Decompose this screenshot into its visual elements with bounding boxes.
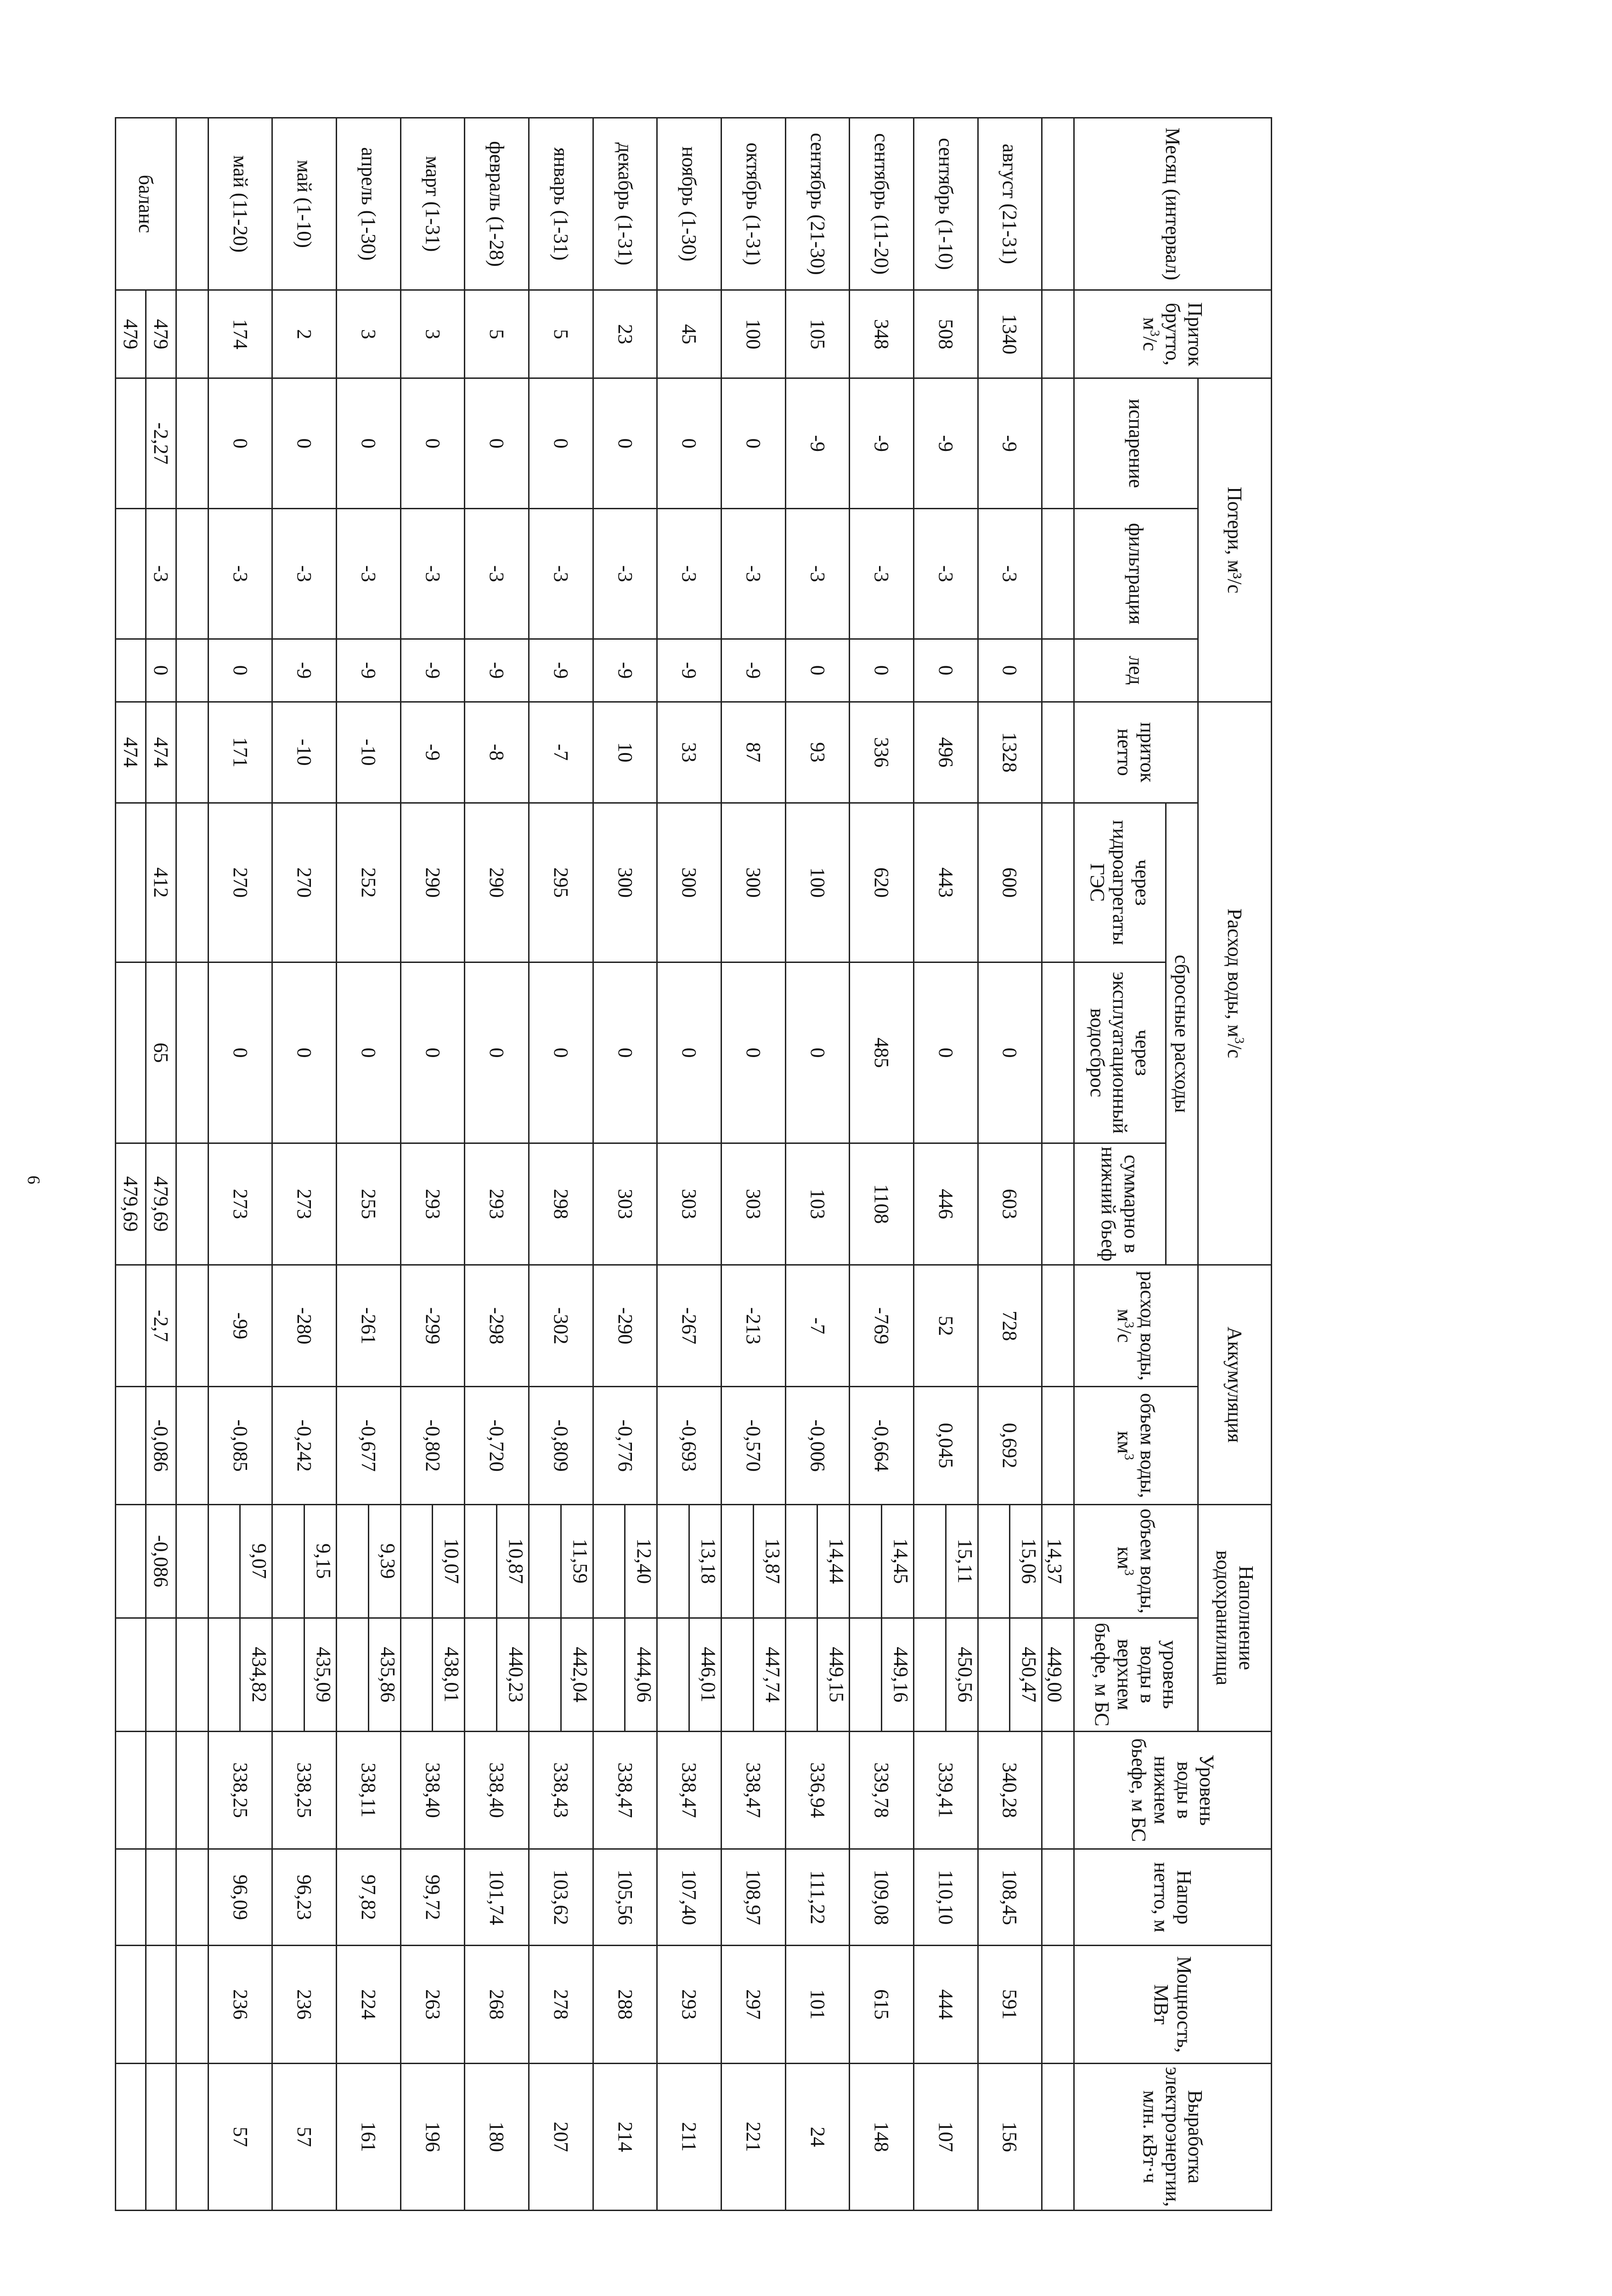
cell-head: 108,97 bbox=[721, 1849, 785, 1945]
cell-inflow-net: -9 bbox=[400, 702, 465, 803]
cell-downstream-level: 338,47 bbox=[593, 1731, 657, 1849]
header-evaporation: испарение bbox=[1074, 378, 1198, 509]
cell-power: 278 bbox=[529, 1946, 593, 2063]
cell-spillway: 0 bbox=[593, 962, 657, 1143]
cell-spillway: 0 bbox=[400, 962, 465, 1143]
cell-units: 100 bbox=[785, 803, 850, 962]
cell-upstream-level: 444,06 bbox=[625, 1618, 657, 1731]
cell-month: ноябрь (1-30) bbox=[657, 118, 721, 290]
cell-fill-volume: 11,59 bbox=[561, 1504, 593, 1618]
cell-month: сентябрь (11-20) bbox=[850, 118, 914, 290]
cell-inflow-gross: 1340 bbox=[978, 290, 1042, 378]
cell-spillway: 0 bbox=[465, 962, 529, 1143]
cell-acc-flow: -99 bbox=[208, 1265, 272, 1387]
cell-inflow-gross: 45 bbox=[657, 290, 721, 378]
cell-inflow-net: 171 bbox=[208, 702, 272, 803]
cell-head: 109,08 bbox=[850, 1849, 914, 1945]
cell-units: 443 bbox=[913, 803, 978, 962]
cell-acc-flow: 728 bbox=[978, 1265, 1042, 1387]
cell-ice: -9 bbox=[465, 639, 529, 702]
cell-ice: 0 bbox=[785, 639, 850, 702]
cell-inflow-gross: 5 bbox=[465, 290, 529, 378]
cell-head: 105,56 bbox=[593, 1849, 657, 1945]
cell-fill-volume: 9,07 bbox=[240, 1504, 272, 1618]
cell-acc-volume: 0,045 bbox=[913, 1387, 978, 1504]
cell-spillway: 0 bbox=[785, 962, 850, 1143]
cell-upstream-level: 449,16 bbox=[882, 1618, 914, 1731]
table-row bbox=[240, 118, 272, 2211]
cell-acc-volume: 0,692 bbox=[978, 1387, 1042, 1504]
cell-upstream-level: 435,09 bbox=[304, 1618, 337, 1731]
table-row bbox=[817, 118, 850, 2211]
balance-units: 412 bbox=[146, 803, 176, 962]
cell-evaporation: -9 bbox=[978, 378, 1042, 509]
cell-units: 600 bbox=[978, 803, 1042, 962]
cell-filtration: -3 bbox=[785, 509, 850, 639]
cell-month: январь (1-31) bbox=[529, 118, 593, 290]
cell-fill-volume: 13,18 bbox=[689, 1504, 721, 1618]
initial-row bbox=[1042, 118, 1074, 2211]
balance-inflow-net-2: 474 bbox=[116, 702, 146, 803]
header-acc-flow: расход воды, $м^3/с$ bbox=[1074, 1265, 1198, 1387]
cell-filtration: -3 bbox=[593, 509, 657, 639]
cell-downstream-level: 336,94 bbox=[785, 1731, 850, 1849]
cell-energy: 207 bbox=[529, 2063, 593, 2210]
cell-filtration: -3 bbox=[529, 509, 593, 639]
balance-inflow-net: 474 bbox=[146, 702, 176, 803]
cell-evaporation: 0 bbox=[208, 378, 272, 509]
balance-total: 479,69 bbox=[146, 1143, 176, 1265]
cell-evaporation: 0 bbox=[529, 378, 593, 509]
cell-total: 103 bbox=[785, 1143, 850, 1265]
cell-spillway: 0 bbox=[913, 962, 978, 1143]
cell-inflow-net: 87 bbox=[721, 702, 785, 803]
cell-head: 110,10 bbox=[913, 1849, 978, 1945]
cell-evaporation: 0 bbox=[593, 378, 657, 509]
cell-total: 303 bbox=[657, 1143, 721, 1265]
balance-ice: 0 bbox=[146, 639, 176, 702]
cell-downstream-level: 338,43 bbox=[529, 1731, 593, 1849]
cell-downstream-level: 338,47 bbox=[721, 1731, 785, 1849]
cell-upstream-level: 446,01 bbox=[689, 1618, 721, 1731]
cell-inflow-gross: 508 bbox=[913, 290, 978, 378]
cell-inflow-gross: 23 bbox=[593, 290, 657, 378]
balance-inflow-gross: 479 bbox=[146, 290, 176, 378]
cell-month: апрель (1-30) bbox=[336, 118, 400, 290]
cell-acc-volume: -0,776 bbox=[593, 1387, 657, 1504]
cell-spillway: 0 bbox=[657, 962, 721, 1143]
cell-downstream-level: 338,25 bbox=[208, 1731, 272, 1849]
cell-fill-volume: 14,44 bbox=[817, 1504, 850, 1618]
header-total-downstream: суммарно в нижний бьеф bbox=[1074, 1143, 1166, 1265]
cell-total: 1108 bbox=[850, 1143, 914, 1265]
cell-acc-volume: -0,720 bbox=[465, 1387, 529, 1504]
cell-filtration: -3 bbox=[657, 509, 721, 639]
cell-acc-volume: -0,664 bbox=[850, 1387, 914, 1504]
cell-evaporation: 0 bbox=[336, 378, 400, 509]
cell-acc-volume: -0,570 bbox=[721, 1387, 785, 1504]
header-head: Напор нетто, м bbox=[1074, 1849, 1272, 1945]
table-row bbox=[753, 118, 785, 2211]
cell-energy: 24 bbox=[785, 2063, 850, 2210]
cell-downstream-level: 338,25 bbox=[272, 1731, 337, 1849]
cell-acc-flow: -261 bbox=[336, 1265, 400, 1387]
header-through-spillway: через эксплуатационный водосброс bbox=[1074, 962, 1166, 1143]
cell-acc-volume: -0,006 bbox=[785, 1387, 850, 1504]
cell-power: 101 bbox=[785, 1946, 850, 2063]
cell-upstream-level: 438,01 bbox=[433, 1618, 465, 1731]
empty-row bbox=[176, 118, 208, 2211]
cell-upstream-level: 450,47 bbox=[1010, 1618, 1042, 1731]
cell-acc-flow: -213 bbox=[721, 1265, 785, 1387]
header-power: Мощность, МВт bbox=[1074, 1946, 1272, 2063]
cell-power: 224 bbox=[336, 1946, 400, 2063]
table-row bbox=[625, 118, 657, 2211]
cell-evaporation: -9 bbox=[850, 378, 914, 509]
cell-filtration: -3 bbox=[721, 509, 785, 639]
cell-filtration: -3 bbox=[400, 509, 465, 639]
balance-filtration: -3 bbox=[146, 509, 176, 639]
cell-fill-volume: 13,87 bbox=[753, 1504, 785, 1618]
cell-ice: 0 bbox=[913, 639, 978, 702]
balance-inflow-gross-2: 479 bbox=[116, 290, 146, 378]
cell-acc-volume: -0,693 bbox=[657, 1387, 721, 1504]
cell-energy: 180 bbox=[465, 2063, 529, 2210]
table-row bbox=[946, 118, 978, 2211]
cell-units: 290 bbox=[465, 803, 529, 962]
cell-ice: 0 bbox=[208, 639, 272, 702]
cell-evaporation: 0 bbox=[465, 378, 529, 509]
cell-power: 615 bbox=[850, 1946, 914, 2063]
cell-upstream-level: 434,82 bbox=[240, 1618, 272, 1731]
cell-head: 107,40 bbox=[657, 1849, 721, 1945]
balance-total-2: 479,69 bbox=[116, 1143, 146, 1265]
cell-head: 97,82 bbox=[336, 1849, 400, 1945]
cell-head: 96,09 bbox=[208, 1849, 272, 1945]
cell-filtration: -3 bbox=[913, 509, 978, 639]
cell-energy: 156 bbox=[978, 2063, 1042, 2210]
cell-head: 103,62 bbox=[529, 1849, 593, 1945]
cell-energy: 148 bbox=[850, 2063, 914, 2210]
cell-units: 270 bbox=[208, 803, 272, 962]
cell-acc-flow: -280 bbox=[272, 1265, 337, 1387]
cell-total: 273 bbox=[272, 1143, 337, 1265]
cell-acc-volume: -0,809 bbox=[529, 1387, 593, 1504]
cell-spillway: 485 bbox=[850, 962, 914, 1143]
cell-head: 108,45 bbox=[978, 1849, 1042, 1945]
header-filtration: фильтрация bbox=[1074, 509, 1198, 639]
cell-month: октябрь (1-31) bbox=[721, 118, 785, 290]
cell-total: 298 bbox=[529, 1143, 593, 1265]
cell-energy: 107 bbox=[913, 2063, 978, 2210]
cell-inflow-net: 10 bbox=[593, 702, 657, 803]
cell-units: 290 bbox=[400, 803, 465, 962]
cell-energy: 57 bbox=[208, 2063, 272, 2210]
table-wrapper bbox=[115, 117, 1272, 2211]
cell-head: 111,22 bbox=[785, 1849, 850, 1945]
cell-inflow-net: 336 bbox=[850, 702, 914, 803]
cell-head: 96,23 bbox=[272, 1849, 337, 1945]
cell-inflow-net: -10 bbox=[336, 702, 400, 803]
header-fill-volume: объем воды, $км^3$ bbox=[1074, 1504, 1198, 1618]
header-accumulation: Аккумуляция bbox=[1198, 1265, 1272, 1505]
table-row bbox=[561, 118, 593, 2211]
cell-total: 603 bbox=[978, 1143, 1042, 1265]
table-row bbox=[882, 118, 914, 2211]
cell-head: 101,74 bbox=[465, 1849, 529, 1945]
cell-power: 297 bbox=[721, 1946, 785, 2063]
cell-inflow-net: -8 bbox=[465, 702, 529, 803]
table-row bbox=[497, 118, 529, 2211]
cell-acc-volume: -0,242 bbox=[272, 1387, 337, 1504]
cell-spillway: 0 bbox=[529, 962, 593, 1143]
cell-inflow-gross: 105 bbox=[785, 290, 850, 378]
cell-evaporation: -9 bbox=[785, 378, 850, 509]
header-discharge: сбросные расходы bbox=[1166, 803, 1198, 1265]
balance-acc-flow: -2,7 bbox=[146, 1265, 176, 1387]
cell-total: 255 bbox=[336, 1143, 400, 1265]
table-row bbox=[1010, 118, 1042, 2211]
cell-energy: 214 bbox=[593, 2063, 657, 2210]
balance-month: баланс bbox=[116, 118, 176, 290]
cell-units: 295 bbox=[529, 803, 593, 962]
cell-head: 99,72 bbox=[400, 1849, 465, 1945]
cell-fill-volume: 9,39 bbox=[368, 1504, 400, 1618]
cell-inflow-gross: 3 bbox=[336, 290, 400, 378]
header-month: Месяц (интервал) bbox=[1074, 118, 1272, 290]
cell-acc-volume: -0,802 bbox=[400, 1387, 465, 1504]
cell-ice: 0 bbox=[850, 639, 914, 702]
cell-ice: -9 bbox=[336, 639, 400, 702]
header-through-units: через гидроагрегаты ГЭС bbox=[1074, 803, 1166, 962]
cell-month: август (21-31) bbox=[978, 118, 1042, 290]
cell-total: 273 bbox=[208, 1143, 272, 1265]
cell-units: 252 bbox=[336, 803, 400, 962]
initial-fill-volume: 14,37 bbox=[1042, 1504, 1074, 1618]
cell-power: 236 bbox=[208, 1946, 272, 2063]
cell-total: 293 bbox=[465, 1143, 529, 1265]
header-inflow-gross: Приток брутто, $м^3/с$ bbox=[1074, 290, 1272, 378]
cell-acc-flow: 52 bbox=[913, 1265, 978, 1387]
header-downstream-level: Уровень воды в нижнем бьефе, м БС bbox=[1074, 1731, 1272, 1849]
cell-downstream-level: 338,11 bbox=[336, 1731, 400, 1849]
cell-month: сентябрь (21-30) bbox=[785, 118, 850, 290]
cell-energy: 161 bbox=[336, 2063, 400, 2210]
cell-units: 620 bbox=[850, 803, 914, 962]
header-inflow-net: приток нетто bbox=[1074, 702, 1198, 803]
cell-spillway: 0 bbox=[721, 962, 785, 1143]
cell-acc-flow: -290 bbox=[593, 1265, 657, 1387]
cell-acc-flow: -7 bbox=[785, 1265, 850, 1387]
balance-acc-volume: -0,086 bbox=[146, 1387, 176, 1504]
reservoir-balance-table bbox=[115, 117, 1272, 2211]
cell-power: 268 bbox=[465, 1946, 529, 2063]
cell-acc-flow: -267 bbox=[657, 1265, 721, 1387]
cell-ice: 0 bbox=[978, 639, 1042, 702]
cell-inflow-gross: 100 bbox=[721, 290, 785, 378]
header-losses: Потери, м³/с bbox=[1198, 378, 1272, 702]
cell-acc-flow: -302 bbox=[529, 1265, 593, 1387]
cell-ice: -9 bbox=[721, 639, 785, 702]
table-row bbox=[689, 118, 721, 2211]
cell-acc-volume: -0,085 bbox=[208, 1387, 272, 1504]
balance-evaporation: -2,27 bbox=[146, 378, 176, 509]
cell-energy: 196 bbox=[400, 2063, 465, 2210]
cell-acc-flow: -769 bbox=[850, 1265, 914, 1387]
table-row bbox=[368, 118, 400, 2211]
cell-units: 300 bbox=[657, 803, 721, 962]
cell-ice: -9 bbox=[272, 639, 337, 702]
cell-month: декабрь (1-31) bbox=[593, 118, 657, 290]
balance-spillway: 65 bbox=[146, 962, 176, 1143]
cell-energy: 221 bbox=[721, 2063, 785, 2210]
header-acc-volume: объем воды, $км^3$ bbox=[1074, 1387, 1198, 1504]
cell-total: 293 bbox=[400, 1143, 465, 1265]
cell-ice: -9 bbox=[400, 639, 465, 702]
cell-evaporation: 0 bbox=[400, 378, 465, 509]
balance-fill-volume: -0,086 bbox=[146, 1504, 176, 1618]
cell-month: май (11-20) bbox=[208, 118, 272, 290]
cell-units: 270 bbox=[272, 803, 337, 962]
cell-downstream-level: 338,47 bbox=[657, 1731, 721, 1849]
cell-units: 300 bbox=[593, 803, 657, 962]
cell-inflow-gross: 5 bbox=[529, 290, 593, 378]
balance-row-2 bbox=[116, 118, 146, 2211]
cell-month: сентябрь (1-10) bbox=[913, 118, 978, 290]
cell-evaporation: 0 bbox=[657, 378, 721, 509]
cell-inflow-net: -10 bbox=[272, 702, 337, 803]
cell-ice: -9 bbox=[593, 639, 657, 702]
balance-row bbox=[146, 118, 176, 2211]
cell-energy: 57 bbox=[272, 2063, 337, 2210]
cell-power: 288 bbox=[593, 1946, 657, 2063]
cell-upstream-level: 442,04 bbox=[561, 1618, 593, 1731]
cell-upstream-level: 450,56 bbox=[946, 1618, 978, 1731]
cell-filtration: -3 bbox=[850, 509, 914, 639]
cell-inflow-net: 33 bbox=[657, 702, 721, 803]
cell-acc-flow: -298 bbox=[465, 1265, 529, 1387]
cell-fill-volume: 15,06 bbox=[1010, 1504, 1042, 1618]
cell-filtration: -3 bbox=[336, 509, 400, 639]
cell-energy: 211 bbox=[657, 2063, 721, 2210]
cell-fill-volume: 14,45 bbox=[882, 1504, 914, 1618]
header-filling: Наполнение водохранилища bbox=[1198, 1504, 1272, 1731]
cell-power: 293 bbox=[657, 1946, 721, 2063]
cell-total: 446 bbox=[913, 1143, 978, 1265]
cell-power: 263 bbox=[400, 1946, 465, 2063]
initial-upstream-level: 449,00 bbox=[1042, 1618, 1074, 1731]
table-body bbox=[116, 118, 1074, 2211]
header-energy: Выработка электроэнергии, млн. кВт·ч bbox=[1074, 2063, 1272, 2210]
cell-upstream-level: 447,74 bbox=[753, 1618, 785, 1731]
table-row bbox=[433, 118, 465, 2211]
cell-evaporation: 0 bbox=[272, 378, 337, 509]
cell-spillway: 0 bbox=[336, 962, 400, 1143]
cell-inflow-gross: 2 bbox=[272, 290, 337, 378]
cell-power: 591 bbox=[978, 1946, 1042, 2063]
cell-month: февраль (1-28) bbox=[465, 118, 529, 290]
cell-filtration: -3 bbox=[465, 509, 529, 639]
cell-downstream-level: 338,40 bbox=[465, 1731, 529, 1849]
cell-downstream-level: 340,28 bbox=[978, 1731, 1042, 1849]
cell-upstream-level: 449,15 bbox=[817, 1618, 850, 1731]
cell-inflow-gross: 3 bbox=[400, 290, 465, 378]
cell-upstream-level: 435,86 bbox=[368, 1618, 400, 1731]
cell-acc-volume: -0,677 bbox=[336, 1387, 400, 1504]
cell-month: март (1-31) bbox=[400, 118, 465, 290]
cell-downstream-level: 339,78 bbox=[850, 1731, 914, 1849]
cell-inflow-net: 496 bbox=[913, 702, 978, 803]
cell-inflow-net: 1328 bbox=[978, 702, 1042, 803]
cell-evaporation: -9 bbox=[913, 378, 978, 509]
cell-fill-volume: 9,15 bbox=[304, 1504, 337, 1618]
cell-fill-volume: 10,07 bbox=[433, 1504, 465, 1618]
cell-ice: -9 bbox=[529, 639, 593, 702]
cell-ice: -9 bbox=[657, 639, 721, 702]
header-ice: лед bbox=[1074, 639, 1198, 702]
cell-evaporation: 0 bbox=[721, 378, 785, 509]
cell-total: 303 bbox=[593, 1143, 657, 1265]
cell-filtration: -3 bbox=[208, 509, 272, 639]
cell-downstream-level: 338,40 bbox=[400, 1731, 465, 1849]
header-flow: Расход воды, $м^3/с$ bbox=[1198, 702, 1272, 1265]
cell-units: 300 bbox=[721, 803, 785, 962]
cell-filtration: -3 bbox=[978, 509, 1042, 639]
cell-inflow-gross: 174 bbox=[208, 290, 272, 378]
cell-upstream-level: 440,23 bbox=[497, 1618, 529, 1731]
cell-inflow-net: -7 bbox=[529, 702, 593, 803]
page-number: 6 bbox=[24, 1176, 43, 1184]
cell-total: 303 bbox=[721, 1143, 785, 1265]
cell-fill-volume: 15,11 bbox=[946, 1504, 978, 1618]
cell-spillway: 0 bbox=[272, 962, 337, 1143]
header-upstream-level: уровень воды в верхнем бьефе, м БС bbox=[1074, 1618, 1198, 1731]
cell-inflow-net: 93 bbox=[785, 702, 850, 803]
cell-spillway: 0 bbox=[208, 962, 272, 1143]
cell-inflow-gross: 348 bbox=[850, 290, 914, 378]
cell-filtration: -3 bbox=[272, 509, 337, 639]
cell-acc-flow: -299 bbox=[400, 1265, 465, 1387]
table-row bbox=[304, 118, 337, 2211]
cell-fill-volume: 10,87 bbox=[497, 1504, 529, 1618]
cell-power: 236 bbox=[272, 1946, 337, 2063]
cell-power: 444 bbox=[913, 1946, 978, 2063]
cell-month: май (1-10) bbox=[272, 118, 337, 290]
cell-downstream-level: 339,41 bbox=[913, 1731, 978, 1849]
cell-fill-volume: 12,40 bbox=[625, 1504, 657, 1618]
cell-spillway: 0 bbox=[978, 962, 1042, 1143]
